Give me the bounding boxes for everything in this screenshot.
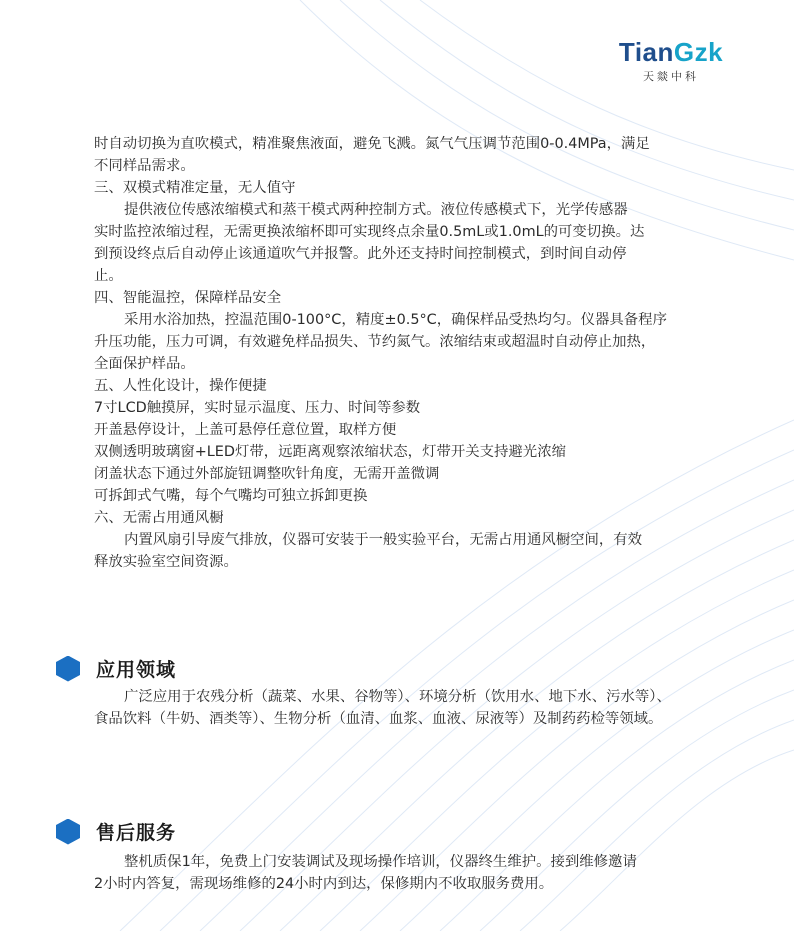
brand-logo-block xyxy=(606,38,736,84)
text-line: 2小时内答复，需现场维修的24小时内到达，保修期内不收取服务费用。 xyxy=(94,876,554,892)
section-title: 售后服务 xyxy=(96,822,177,844)
text-line: 整机质保1年，免费上门安装调试及现场操作培训，仪器终生维护。接到维修邀请 xyxy=(124,854,637,870)
text-line: 双侧透明玻璃窗+LED灯带，远距离观察浓缩状态，灯带开关支持避光浓缩 xyxy=(94,444,566,460)
hexagon-bullet-icon xyxy=(56,819,80,845)
features-text xyxy=(94,133,714,573)
text-line: 采用水浴加热，控温范围0-100°C，精度±0.5°C，确保样品受热均匀。仪器具备程序 xyxy=(124,312,667,328)
service-text xyxy=(94,851,714,895)
company-logo xyxy=(606,38,736,66)
text-line: 闭盖状态下通过外部旋钮调整吹针角度，无需开盖微调 xyxy=(94,466,440,482)
subheading: 四、智能温控，保障样品安全 xyxy=(94,290,282,306)
service-section-header xyxy=(56,818,176,845)
subheading: 三、双模式精准定量，无人值守 xyxy=(94,180,296,196)
application-text xyxy=(94,686,714,730)
application-section-header xyxy=(56,655,176,682)
text-line: 提供液位传感浓缩模式和蒸干模式两种控制方式。液位传感模式下，光学传感器 xyxy=(124,202,628,218)
text-line: 可拆卸式气嘴，每个气嘴均可独立拆卸更换 xyxy=(94,488,368,504)
text-line: 全面保护样品。 xyxy=(94,356,195,372)
text-line: 食品饮料（牛奶、酒类等）、生物分析（血清、血浆、血液、尿液等）及制药药检等领域。 xyxy=(94,711,663,727)
text-line: 不同样品需求。 xyxy=(94,158,195,174)
section-title: 应用领域 xyxy=(96,659,177,681)
text-line: 时自动切换为直吹模式，精准聚焦液面，避免飞溅。氮气气压调节范围0-0.4MPa，满足 xyxy=(94,136,650,152)
text-line: 广泛应用于农残分析（蔬菜、水果、谷物等）、环境分析（饮用水、地下水、污水等）、 xyxy=(124,689,671,705)
logo-text-part-2: Gzk xyxy=(673,37,724,67)
hexagon-bullet-icon xyxy=(56,656,80,682)
logo-text-part-1: Tian xyxy=(618,37,674,67)
text-line: 到预设终点后自动停止该通道吹气并报警。此外还支持时间控制模式，到时间自动停 xyxy=(94,246,627,262)
text-line: 止。 xyxy=(94,268,123,284)
text-line: 升压功能，压力可调，有效避免样品损失、节约氮气。浓缩结束或超温时自动停止加热， xyxy=(94,334,656,350)
subheading: 五、人性化设计，操作便捷 xyxy=(94,378,267,394)
text-line: 7寸LCD触摸屏，实时显示温度、压力、时间等参数 xyxy=(94,400,421,416)
subheading: 六、无需占用通风橱 xyxy=(94,510,224,526)
text-line: 释放实验室空间资源。 xyxy=(94,554,238,570)
text-line: 实时监控浓缩过程，无需更换浓缩杯即可实现终点余量0.5mL或1.0mL的可变切换。达 xyxy=(94,224,645,240)
text-line: 开盖悬停设计，上盖可悬停任意位置，取样方便 xyxy=(94,422,397,438)
company-name: 天燚中科 xyxy=(643,70,699,83)
text-line: 内置风扇引导废气排放，仪器可安装于一般实验平台，无需占用通风橱空间，有效 xyxy=(124,532,643,548)
